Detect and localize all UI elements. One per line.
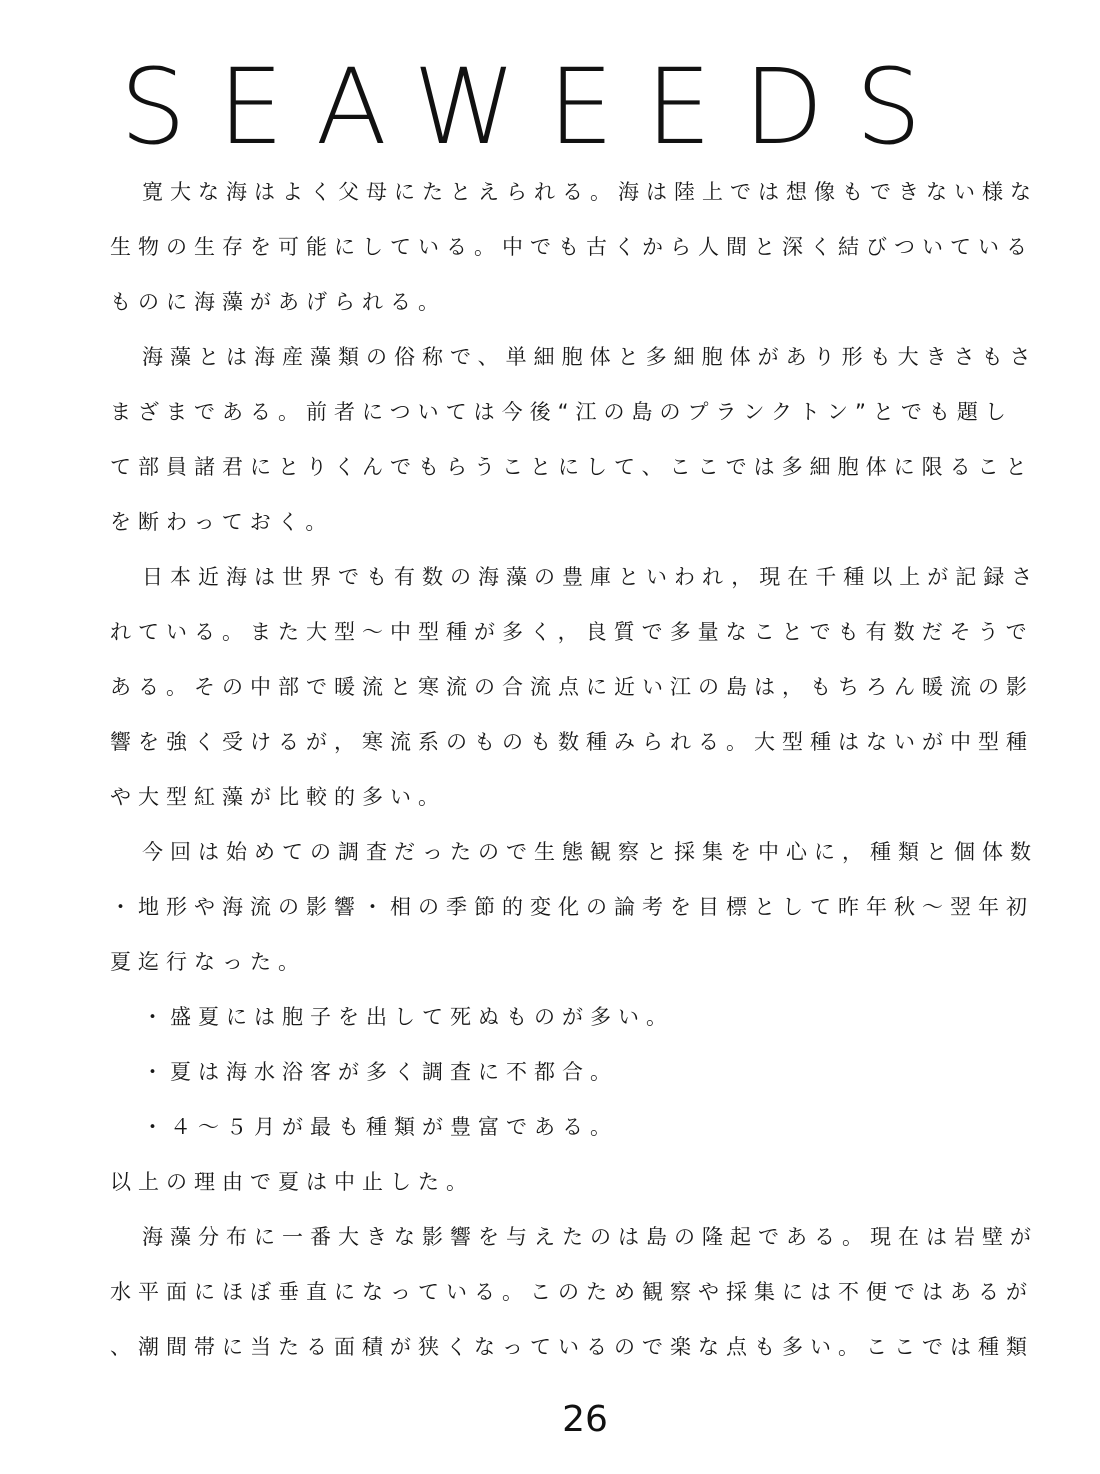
text-line: 以上の理由で夏は中止した。 [110,1170,474,1194]
page-number: 26 [562,1399,608,1440]
bullet-line: ・盛夏には胞子を出して死ぬものが多い。 [142,1005,674,1029]
bullet-line: ・夏は海水浴客が多く調査に不都合。 [142,1060,618,1084]
text-line: 海藻とは海産藻類の俗称で、単細胞体と多細胞体があり形も大きさもさ [142,345,1038,369]
text-line: 水平面にほぼ垂直になっている。このため観察や採集には不便ではあるが [110,1280,1034,1304]
text-line: 海藻分布に一番大きな影響を与えたのは島の隆起である。現在は岩壁が [142,1225,1038,1249]
text-line: や大型紅藻が比較的多い。 [110,785,446,809]
page-title: SEAWEEDS [120,46,954,168]
text-line: 生物の生存を可能にしている。中でも古くから人間と深く結びついている [110,235,1034,259]
bullet-line: ・４～５月が最も種類が豊富である。 [142,1115,618,1139]
body-text [110,165,1050,1375]
text-line: ものに海藻があげられる。 [110,290,446,314]
text-line: て部員諸君にとりくんでもらうことにして、ここでは多細胞体に限ること [110,455,1034,479]
text-line: ・地形や海流の影響・相の季節的変化の論考を目標として昨年秋～翌年初 [110,895,1034,919]
text-line: を断わっておく。 [110,510,334,534]
text-line: 夏迄行なった。 [110,950,306,974]
text-line: 今回は始めての調査だったので生態観察と採集を中心に，種類と個体数 [142,840,1038,864]
text-line: 寛大な海はよく父母にたとえられる。海は陸上では想像もできない様な [142,180,1038,204]
text-line: まざまである。前者については今後“江の島のプランクトン”とでも題し [110,400,1013,424]
text-line: 、潮間帯に当たる面積が狭くなっているので楽な点も多い。ここでは種類 [110,1335,1034,1359]
text-line: れている。また大型～中型種が多く，良質で多量なことでも有数だそうで [110,620,1034,644]
text-line: 響を強く受けるが，寒流系のものも数種みられる。大型種はないが中型種 [110,730,1034,754]
text-line: ある。その中部で暖流と寒流の合流点に近い江の島は，もちろん暖流の影 [110,675,1034,699]
text-line: 日本近海は世界でも有数の海藻の豊庫といわれ，現在千種以上が記録さ [142,565,1040,589]
